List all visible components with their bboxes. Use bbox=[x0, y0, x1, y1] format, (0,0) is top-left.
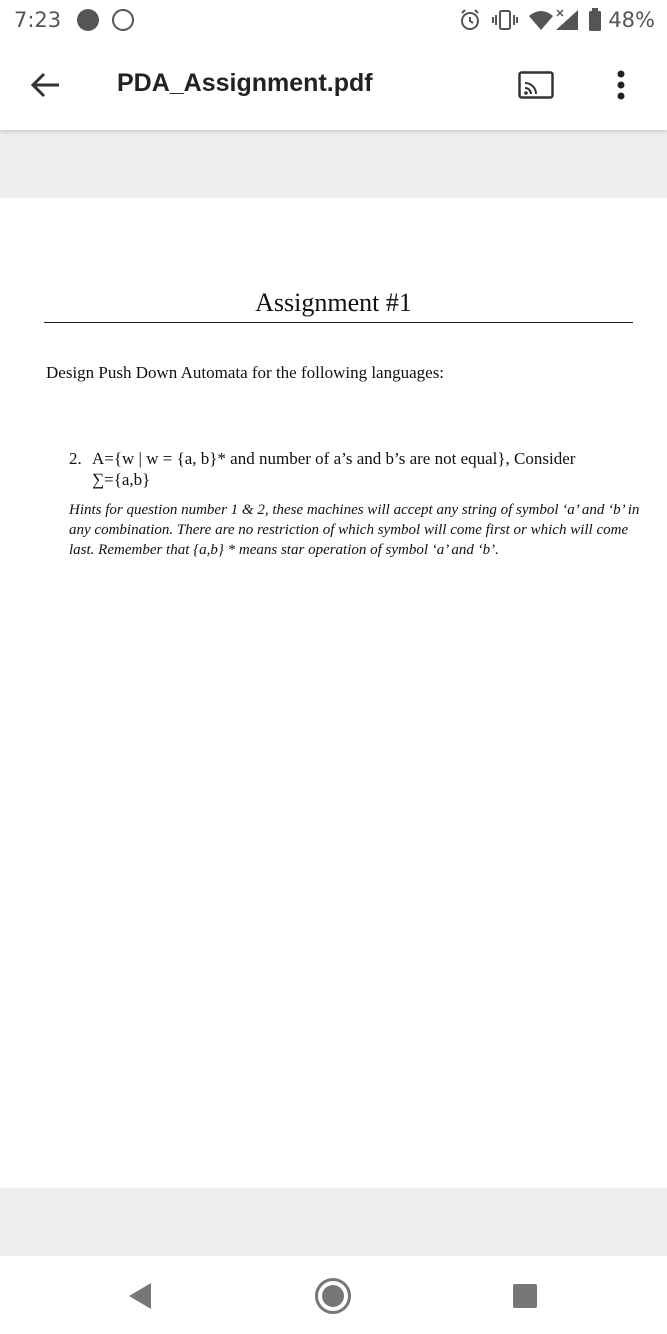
document-title: PDA_Assignment.pdf bbox=[117, 69, 373, 97]
app-bar bbox=[0, 40, 667, 130]
nav-home-icon bbox=[314, 1277, 352, 1315]
battery-icon bbox=[588, 8, 602, 32]
messenger-icon bbox=[77, 9, 99, 31]
pdf-page[interactable] bbox=[0, 198, 667, 1188]
status-bar bbox=[0, 0, 667, 40]
more-vert-icon bbox=[617, 70, 625, 100]
back-button[interactable] bbox=[22, 62, 68, 108]
back-arrow-icon bbox=[29, 71, 61, 99]
cast-icon bbox=[518, 71, 554, 99]
hint-text: Hints for question number 1 & 2, these machines will accept any string of symbol ‘a’ and ‘b’ in any combination. There are no restriction of which symbol will come first or which will come last. Remember that {a,b} * means star operation of symbol ‘a’ and ‘b’. bbox=[69, 502, 640, 558]
nav-home-button[interactable] bbox=[311, 1274, 355, 1318]
nav-back-icon bbox=[127, 1281, 153, 1311]
navigation-bar bbox=[0, 1256, 667, 1334]
nav-back-button[interactable] bbox=[118, 1274, 162, 1318]
more-options-button[interactable] bbox=[604, 62, 638, 108]
status-time: 7:23 bbox=[14, 8, 62, 32]
wifi-icon bbox=[528, 9, 554, 31]
intro-text: Design Push Down Automata for the following languages: bbox=[46, 363, 445, 382]
question-number: 2. bbox=[69, 449, 82, 468]
nav-recents-button[interactable] bbox=[503, 1274, 547, 1318]
status-right-group bbox=[458, 6, 655, 34]
question-text: A={w | w = {a, b}* and number of a’s and b’s are not equal}, Consider bbox=[92, 449, 576, 468]
cast-button[interactable] bbox=[512, 64, 560, 106]
viewer-background bbox=[0, 130, 667, 198]
title-divider bbox=[44, 322, 633, 323]
viewer-background-bottom bbox=[0, 1188, 667, 1256]
battery-percent: 48% bbox=[608, 8, 655, 32]
question-alphabet: ∑={a,b} bbox=[92, 470, 151, 489]
signal-icon bbox=[554, 8, 580, 32]
vibrate-icon bbox=[492, 9, 518, 31]
messenger-outline-icon bbox=[112, 9, 134, 31]
assignment-title: Assignment #1 bbox=[255, 288, 412, 317]
alarm-icon bbox=[458, 8, 482, 32]
nav-recents-icon bbox=[512, 1283, 538, 1309]
